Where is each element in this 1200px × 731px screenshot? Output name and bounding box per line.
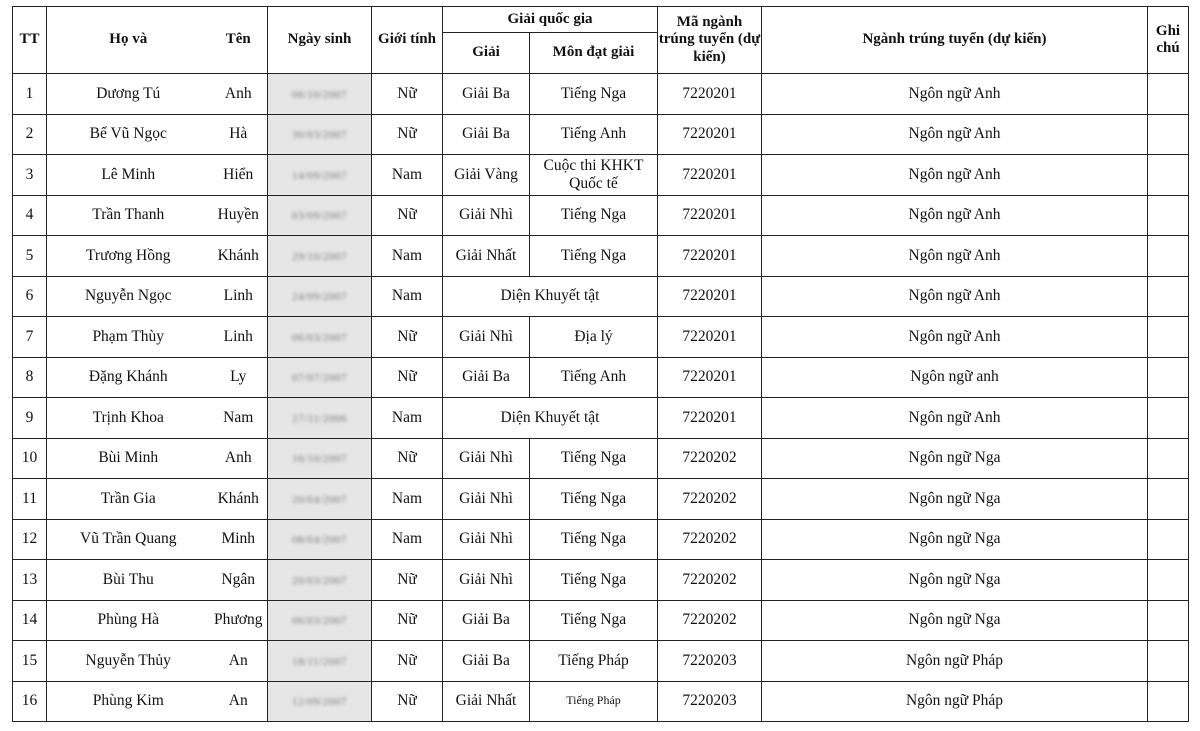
cell-giai: Giải Ba	[443, 74, 530, 115]
cell-ngay-sinh-blurred	[268, 479, 372, 520]
table-row	[13, 114, 1189, 155]
cell-ngay-sinh-blurred	[268, 398, 372, 439]
cell-tt: 1	[13, 74, 47, 115]
blurred-birthdate: 20/03/2007	[291, 574, 348, 587]
blurred-birthdate: 08/04/2007	[291, 534, 348, 547]
cell-ngay-sinh-blurred	[268, 74, 372, 115]
cell-ho-va: Bùi Minh	[47, 438, 210, 479]
cell-ten: Phương	[210, 600, 268, 641]
cell-mon-dat-giai: Tiếng Nga	[530, 236, 658, 277]
blurred-birthdate: 30/03/2007	[291, 129, 348, 142]
cell-nganh: Ngôn ngữ Anh	[762, 155, 1148, 196]
cell-mon-dat-giai: Tiếng Anh	[530, 114, 658, 155]
cell-giai: Giải Nhì	[443, 479, 530, 520]
cell-mon-dat-giai: Tiếng Pháp	[530, 681, 658, 722]
cell-ma-nganh: 7220202	[658, 519, 762, 560]
cell-tt: 14	[13, 600, 47, 641]
cell-tt: 16	[13, 681, 47, 722]
cell-ten: Khánh	[210, 236, 268, 277]
header-giai: Giải	[443, 33, 530, 74]
cell-ngay-sinh-blurred	[268, 155, 372, 196]
blurred-birthdate: 06/10/2007	[291, 88, 348, 101]
cell-ghi-chu	[1148, 357, 1189, 398]
cell-giai: Giải Nhì	[443, 519, 530, 560]
cell-nganh: Ngôn ngữ Anh	[762, 114, 1148, 155]
cell-tt: 4	[13, 195, 47, 236]
cell-giai: Giải Nhất	[443, 236, 530, 277]
cell-ten: An	[210, 641, 268, 682]
cell-mon-dat-giai: Tiếng Nga	[530, 560, 658, 601]
cell-dien-khuyet-tat: Diện Khuyết tật	[443, 276, 658, 317]
table-row	[13, 398, 1189, 439]
header-giai-quoc-gia: Giải quốc gia	[443, 7, 658, 33]
cell-giai: Giải Nhất	[443, 681, 530, 722]
cell-ngay-sinh-blurred	[268, 236, 372, 277]
cell-ho-va: Trần Gia	[47, 479, 210, 520]
blurred-birthdate: 24/09/2007	[291, 291, 348, 304]
cell-ghi-chu	[1148, 479, 1189, 520]
cell-mon-dat-giai: Tiếng Nga	[530, 74, 658, 115]
cell-ten: Hà	[210, 114, 268, 155]
cell-ten: An	[210, 681, 268, 722]
cell-nganh: Ngôn ngữ Pháp	[762, 641, 1148, 682]
cell-gioi-tinh: Nữ	[372, 195, 443, 236]
cell-ghi-chu	[1148, 641, 1189, 682]
cell-nganh: Ngôn ngữ Anh	[762, 236, 1148, 277]
cell-tt: 6	[13, 276, 47, 317]
cell-nganh: Ngôn ngữ Anh	[762, 195, 1148, 236]
cell-nganh: Ngôn ngữ Anh	[762, 398, 1148, 439]
cell-giai: Giải Nhì	[443, 195, 530, 236]
blurred-birthdate: 07/07/2007	[291, 372, 348, 385]
cell-ghi-chu	[1148, 155, 1189, 196]
cell-ngay-sinh-blurred	[268, 357, 372, 398]
cell-ma-nganh: 7220202	[658, 438, 762, 479]
cell-gioi-tinh: Nam	[372, 155, 443, 196]
cell-gioi-tinh: Nữ	[372, 681, 443, 722]
cell-gioi-tinh: Nữ	[372, 560, 443, 601]
table-row	[13, 600, 1189, 641]
table-row	[13, 155, 1189, 196]
cell-ma-nganh: 7220202	[658, 560, 762, 601]
blurred-birthdate: 27/11/2006	[292, 412, 347, 425]
header-ho-va: Họ và	[47, 7, 210, 74]
blurred-birthdate: 06/03/2007	[291, 331, 348, 344]
cell-mon-dat-giai: Tiếng Nga	[530, 195, 658, 236]
cell-ten: Khánh	[210, 479, 268, 520]
header-ngay-sinh: Ngày sinh	[268, 7, 372, 74]
cell-ma-nganh: 7220203	[658, 681, 762, 722]
cell-ghi-chu	[1148, 195, 1189, 236]
cell-ten: Anh	[210, 74, 268, 115]
cell-ho-va: Bế Vũ Ngọc	[47, 114, 210, 155]
cell-ngay-sinh-blurred	[268, 641, 372, 682]
cell-ma-nganh: 7220201	[658, 195, 762, 236]
cell-tt: 13	[13, 560, 47, 601]
cell-ho-va: Phùng Kim	[47, 681, 210, 722]
cell-mon-dat-giai: Tiếng Nga	[530, 438, 658, 479]
cell-giai: Giải Ba	[443, 600, 530, 641]
cell-tt: 8	[13, 357, 47, 398]
table-row	[13, 357, 1189, 398]
cell-ghi-chu	[1148, 560, 1189, 601]
cell-ngay-sinh-blurred	[268, 438, 372, 479]
cell-ten: Minh	[210, 519, 268, 560]
cell-mon-dat-giai: Tiếng Pháp	[530, 641, 658, 682]
cell-ngay-sinh-blurred	[268, 195, 372, 236]
cell-ngay-sinh-blurred	[268, 681, 372, 722]
cell-ghi-chu	[1148, 114, 1189, 155]
cell-gioi-tinh: Nam	[372, 479, 443, 520]
cell-ho-va: Bùi Thu	[47, 560, 210, 601]
cell-nganh: Ngôn ngữ Nga	[762, 519, 1148, 560]
header-tt: TT	[13, 7, 47, 74]
cell-ma-nganh: 7220201	[658, 317, 762, 358]
cell-ten: Huyền	[210, 195, 268, 236]
table-row	[13, 195, 1189, 236]
cell-ho-va: Phùng Hà	[47, 600, 210, 641]
table-row	[13, 438, 1189, 479]
cell-giai: Giải Nhì	[443, 317, 530, 358]
cell-ten: Anh	[210, 438, 268, 479]
cell-ma-nganh: 7220201	[658, 155, 762, 196]
cell-ma-nganh: 7220201	[658, 114, 762, 155]
cell-mon-dat-giai: Tiếng Nga	[530, 519, 658, 560]
cell-ngay-sinh-blurred	[268, 114, 372, 155]
cell-ho-va: Lê Minh	[47, 155, 210, 196]
cell-nganh: Ngôn ngữ Nga	[762, 479, 1148, 520]
cell-gioi-tinh: Nam	[372, 236, 443, 277]
blurred-birthdate: 20/04/2007	[291, 493, 348, 506]
cell-tt: 3	[13, 155, 47, 196]
cell-giai: Giải Ba	[443, 114, 530, 155]
cell-ngay-sinh-blurred	[268, 317, 372, 358]
cell-mon-dat-giai: Tiếng Nga	[530, 600, 658, 641]
table-row	[13, 681, 1189, 722]
cell-ten: Ngân	[210, 560, 268, 601]
table-row	[13, 560, 1189, 601]
table-row	[13, 236, 1189, 277]
table-body	[13, 74, 1189, 722]
cell-ho-va: Vũ Trần Quang	[47, 519, 210, 560]
blurred-birthdate: 29/10/2007	[291, 250, 348, 263]
cell-gioi-tinh: Nữ	[372, 114, 443, 155]
cell-nganh: Ngôn ngữ Anh	[762, 276, 1148, 317]
cell-giai: Giải Nhì	[443, 438, 530, 479]
cell-dien-khuyet-tat: Diện Khuyết tật	[443, 398, 658, 439]
cell-ghi-chu	[1148, 438, 1189, 479]
cell-ghi-chu	[1148, 398, 1189, 439]
cell-tt: 12	[13, 519, 47, 560]
cell-ten: Ly	[210, 357, 268, 398]
cell-ghi-chu	[1148, 519, 1189, 560]
cell-ho-va: Nguyễn Ngọc	[47, 276, 210, 317]
cell-ghi-chu	[1148, 236, 1189, 277]
blurred-birthdate: 16/10/2007	[291, 453, 348, 466]
header-mon-dat-giai: Môn đạt giải	[530, 33, 658, 74]
cell-ghi-chu	[1148, 681, 1189, 722]
cell-tt: 9	[13, 398, 47, 439]
cell-ma-nganh: 7220201	[658, 74, 762, 115]
cell-ho-va: Trương Hồng	[47, 236, 210, 277]
blurred-birthdate: 03/09/2007	[291, 210, 348, 223]
cell-giai: Giải Ba	[443, 641, 530, 682]
cell-gioi-tinh: Nữ	[372, 438, 443, 479]
cell-ho-va: Nguyễn Thủy	[47, 641, 210, 682]
cell-nganh: Ngôn ngữ Nga	[762, 438, 1148, 479]
header-ma-nganh: Mã ngành trúng tuyển (dự kiến)	[658, 7, 762, 74]
cell-gioi-tinh: Nữ	[372, 600, 443, 641]
header-ghi-chu: Ghi chú	[1148, 7, 1189, 74]
header-nganh: Ngành trúng tuyển (dự kiến)	[762, 7, 1148, 74]
cell-ngay-sinh-blurred	[268, 560, 372, 601]
cell-gioi-tinh: Nam	[372, 398, 443, 439]
document-page	[12, 6, 1189, 722]
cell-ma-nganh: 7220201	[658, 276, 762, 317]
cell-ngay-sinh-blurred	[268, 600, 372, 641]
cell-ghi-chu	[1148, 600, 1189, 641]
cell-tt: 5	[13, 236, 47, 277]
student-list-table	[12, 6, 1189, 722]
table-row	[13, 519, 1189, 560]
cell-gioi-tinh: Nam	[372, 519, 443, 560]
table-row	[13, 479, 1189, 520]
cell-nganh: Ngôn ngữ Nga	[762, 600, 1148, 641]
header-ten: Tên	[210, 7, 268, 74]
cell-ma-nganh: 7220203	[658, 641, 762, 682]
cell-ma-nganh: 7220202	[658, 600, 762, 641]
cell-mon-dat-giai: Cuộc thi KHKT Quốc tế	[530, 155, 658, 196]
cell-tt: 15	[13, 641, 47, 682]
cell-ho-va: Phạm Thùy	[47, 317, 210, 358]
cell-ma-nganh: 7220202	[658, 479, 762, 520]
cell-tt: 7	[13, 317, 47, 358]
cell-giai: Giải Vàng	[443, 155, 530, 196]
cell-gioi-tinh: Nữ	[372, 317, 443, 358]
header-gioi-tinh: Giới tính	[372, 7, 443, 74]
cell-tt: 11	[13, 479, 47, 520]
cell-mon-dat-giai: Tiếng Anh	[530, 357, 658, 398]
cell-tt: 10	[13, 438, 47, 479]
cell-ho-va: Trần Thanh	[47, 195, 210, 236]
cell-ma-nganh: 7220201	[658, 236, 762, 277]
cell-nganh: Ngôn ngữ anh	[762, 357, 1148, 398]
cell-ngay-sinh-blurred	[268, 519, 372, 560]
cell-giai: Giải Nhì	[443, 560, 530, 601]
cell-ngay-sinh-blurred	[268, 276, 372, 317]
cell-tt: 2	[13, 114, 47, 155]
cell-gioi-tinh: Nữ	[372, 74, 443, 115]
cell-ten: Linh	[210, 276, 268, 317]
table-row	[13, 276, 1189, 317]
table-row	[13, 317, 1189, 358]
blurred-birthdate: 14/09/2007	[291, 169, 348, 182]
cell-ten: Hiển	[210, 155, 268, 196]
cell-ho-va: Trịnh Khoa	[47, 398, 210, 439]
cell-ho-va: Dương Tú	[47, 74, 210, 115]
cell-giai: Giải Ba	[443, 357, 530, 398]
cell-gioi-tinh: Nữ	[372, 357, 443, 398]
cell-ghi-chu	[1148, 74, 1189, 115]
cell-nganh: Ngôn ngữ Nga	[762, 560, 1148, 601]
cell-ma-nganh: 7220201	[658, 357, 762, 398]
cell-ghi-chu	[1148, 317, 1189, 358]
cell-nganh: Ngôn ngữ Anh	[762, 317, 1148, 358]
cell-gioi-tinh: Nam	[372, 276, 443, 317]
cell-nganh: Ngôn ngữ Anh	[762, 74, 1148, 115]
cell-ma-nganh: 7220201	[658, 398, 762, 439]
blurred-birthdate: 06/03/2007	[291, 615, 348, 628]
cell-ghi-chu	[1148, 276, 1189, 317]
table-row	[13, 641, 1189, 682]
cell-ten: Linh	[210, 317, 268, 358]
cell-mon-dat-giai: Tiếng Nga	[530, 479, 658, 520]
table-row	[13, 74, 1189, 115]
cell-gioi-tinh: Nữ	[372, 641, 443, 682]
cell-ten: Nam	[210, 398, 268, 439]
blurred-birthdate: 18/11/2007	[292, 655, 347, 668]
cell-ho-va: Đặng Khánh	[47, 357, 210, 398]
blurred-birthdate: 12/09/2007	[291, 696, 348, 709]
cell-nganh: Ngôn ngữ Pháp	[762, 681, 1148, 722]
cell-mon-dat-giai: Địa lý	[530, 317, 658, 358]
